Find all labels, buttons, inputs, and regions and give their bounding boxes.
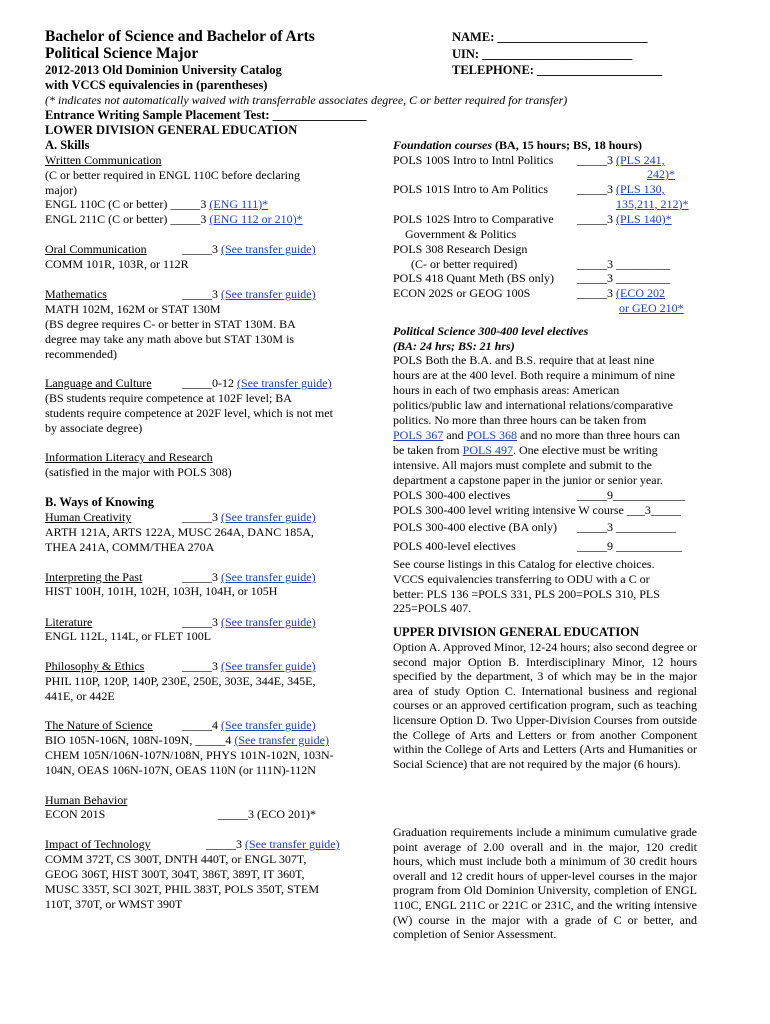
- engl110-row: [45, 197, 268, 212]
- language-blank: _____0-12: [182, 376, 237, 390]
- foundation-courses-label: Foundation courses: [393, 138, 493, 152]
- electives-note-line3: better: PLS 136 =POLS 331, PLS 200=POLS 310, PLS: [393, 587, 660, 601]
- nature-of-science-courses-line3: 104N, OEAS 106N-107N, OEAS 110N (or 111N)-112N: [45, 763, 316, 777]
- impact-of-technology-courses-line1: COMM 372T, CS 300T, DNTH 440T, or ENGL 307T,: [45, 852, 307, 866]
- engl211-text: ENGL 211C (C or better) _____3: [45, 212, 210, 226]
- impact-of-technology-courses-line2: GEOG 306T, HIST 300T, 304T, 386T, 389T, IT 360T,: [45, 867, 305, 881]
- graduation-requirements: Graduation requirements include a minimum cumulative grade point average of 2.00 overall and in the major, 120 credit hours, which must include both a minimum of 30 credit hours overall and 12 credit hours of upper-level courses in the major program from Old Dominion University, completion of ENGL 110C, ENGL 211C or 221C or 231C, and the writing intensive (W) course in the major with a grade of C or better, and completion of Senior Assessment.: [393, 825, 697, 942]
- electives-text-line2: hours are at the 400 level. Both require a minimum of nine: [393, 368, 675, 382]
- human-creativity-courses-line2: THEA 241A, COMM/THEA 270A: [45, 540, 215, 554]
- impact-of-technology-courses-line4: 110T, 370T, or WMST 390T: [45, 897, 183, 911]
- interpreting-past-transfer-guide-link[interactable]: (See transfer guide): [221, 570, 316, 584]
- electives-row1-label: POLS 300-400 electives: [393, 488, 511, 502]
- information-literacy-heading: Information Literacy and Research: [45, 450, 213, 464]
- pols101-row: [577, 182, 665, 197]
- pols308-blank: _____3 _________: [577, 257, 670, 271]
- asterisk-note: (* indicates not automatically waived with transferrable associates degree, C or better required for transfer): [45, 93, 568, 107]
- electives-row1-blank: _____9____________: [577, 488, 685, 502]
- impact-of-technology-blank: _____3: [206, 837, 245, 851]
- pols100-course: POLS 100S Intro to Intnl Politics: [393, 153, 554, 167]
- language-note-line2: students require competence at 202F level, which is not met: [45, 406, 333, 420]
- engl211-equiv-link[interactable]: (ENG 112 or 210)*: [209, 212, 303, 226]
- language-transfer-guide-link[interactable]: (See transfer guide): [237, 376, 332, 390]
- language-culture-heading: Language and Culture: [45, 376, 152, 390]
- nature-of-science-row: [182, 718, 316, 733]
- pols101-course: POLS 101S Intro to Am Politics: [393, 182, 549, 196]
- electives-text-line8: intensive. All majors must complete and submit to the: [393, 458, 652, 472]
- electives-note-line1: See course listings in this Catalog for elective choices.: [393, 557, 655, 571]
- engl110-text: ENGL 110C (C or better) _____3: [45, 197, 210, 211]
- nature-of-science-heading: The Nature of Science: [45, 718, 153, 732]
- pols497-link[interactable]: POLS 497: [462, 443, 513, 457]
- math-courses: MATH 102M, 162M or STAT 130M: [45, 302, 221, 316]
- literature-transfer-guide-link[interactable]: (See transfer guide): [221, 615, 316, 629]
- math-note-line1: (BS degree requires C- or better in STAT 130M. BA: [45, 317, 296, 331]
- engl110-equiv-link[interactable]: (ENG 111)*: [209, 197, 269, 211]
- information-literacy-note: (satisfied in the major with POLS 308): [45, 465, 232, 479]
- pols102-blank: _____3: [577, 212, 616, 226]
- literature-row: [182, 615, 316, 630]
- bio-courses-text: BIO 105N-106N, 108N-109N, _____4: [45, 733, 235, 747]
- philosophy-row: [182, 659, 316, 674]
- econ202-row: [577, 286, 665, 301]
- electives-text-line7-pre: be taken from: [393, 443, 463, 457]
- philosophy-blank: _____3: [182, 659, 221, 673]
- pols368-link[interactable]: POLS 368: [466, 428, 518, 442]
- electives-text-line6-rest: and no more than three hours can: [517, 428, 680, 442]
- name-field[interactable]: NAME: ________________________: [452, 30, 648, 44]
- human-creativity-heading: Human Creativity: [45, 510, 132, 524]
- language-note-line1: (BS students require competence at 102F level; BA: [45, 391, 292, 405]
- telephone-field[interactable]: TELEPHONE: ____________________: [452, 63, 663, 77]
- pols418-course: POLS 418 Quant Meth (BS only): [393, 271, 555, 285]
- pols102-row: [577, 212, 672, 227]
- lower-division-heading: LOWER DIVISION GENERAL EDUCATION: [45, 123, 298, 137]
- pols100-blank: _____3: [577, 153, 616, 167]
- math-blank: _____3: [182, 287, 221, 301]
- human-creativity-row: [182, 510, 316, 525]
- electives-text-line6: [393, 428, 680, 443]
- philosophy-transfer-guide-link[interactable]: (See transfer guide): [221, 659, 316, 673]
- oral-communication-heading: Oral Communication: [45, 242, 147, 256]
- math-note-line3: recommended): [45, 347, 117, 361]
- impact-of-technology-heading: Impact of Technology: [45, 837, 151, 851]
- electives-heading-line2: (BA: 24 hrs; BS: 21 hrs): [393, 339, 515, 353]
- philosophy-courses-line2: 441E, or 442E: [45, 689, 115, 703]
- math-note-line2: degree may take any math above but STAT 130M is: [45, 332, 295, 346]
- impact-of-technology-courses-line3: MUSC 335T, SCI 302T, PHIL 383T, POLS 350T, STEM: [45, 882, 320, 896]
- written-note-line2: major): [45, 183, 77, 197]
- electives-text-line9: department a capstone paper in the junior or senior year.: [393, 473, 663, 487]
- impact-of-technology-transfer-guide-link[interactable]: (See transfer guide): [245, 837, 340, 851]
- written-note-line1: (C or better required in ENGL 110C before declaring: [45, 168, 301, 182]
- literature-courses: ENGL 112L, 114L, or FLET 100L: [45, 629, 212, 643]
- pols100-equiv-link-cont[interactable]: 242)*: [647, 167, 675, 181]
- interpreting-past-blank: _____3: [182, 570, 221, 584]
- upper-division-options: Option A. Approved Minor, 12-24 hours; also second degree or second major Option B. Interdisciplinary Minor, 12 hours specified by the department, 3 of which may be in the major area of study Option C. International business and regional courses or an approved certification program, such as teaching licensure Option D. Two Upper-Division Courses from outside the College of Arts and Letters or from another Component within the College of Arts and Letters (Arts and Humanities or Social Science) that are not required by the major (6 hours).: [393, 640, 697, 771]
- ways-of-knowing-heading: B. Ways of Knowing: [45, 495, 154, 509]
- vccs-note: with VCCS equivalencies in (parentheses): [45, 78, 268, 92]
- econ202-equiv-link-cont[interactable]: or GEO 210*: [619, 301, 684, 315]
- electives-row3-blank: _____3 __________: [577, 520, 676, 534]
- pols102-course-line2: Government & Politics: [405, 227, 517, 241]
- electives-text-line4: politics/public law and international relations/comparative: [393, 398, 673, 412]
- skills-heading: A. Skills: [45, 138, 90, 152]
- pols418-blank: _____3 _________: [577, 271, 670, 285]
- electives-row4-blank: _____9 ___________: [577, 539, 682, 553]
- oral-blank: _____3: [182, 242, 221, 256]
- electives-note-line2: VCCS equivalencies transferring to ODU with a C or: [393, 572, 650, 586]
- mathematics-heading: Mathematics: [45, 287, 107, 301]
- nature-of-science-courses-line1: [45, 733, 329, 748]
- human-creativity-courses-line1: ARTH 121A, ARTS 122A, MUSC 264A, DANC 185A,: [45, 525, 314, 539]
- language-note-line3: by associate degree): [45, 421, 143, 435]
- pols102-course-line1: POLS 102S Intro to Comparative: [393, 212, 554, 226]
- pols308-course-line2: (C- or better required): [411, 257, 518, 271]
- engl211-row: [45, 212, 303, 227]
- human-behavior-course: ECON 201S: [45, 807, 106, 821]
- electives-note-line4: 225=POLS 407.: [393, 601, 472, 615]
- interpreting-past-courses: HIST 100H, 101H, 102H, 103H, 104H, or 105H: [45, 584, 278, 598]
- oral-courses: COMM 101R, 103R, or 112R: [45, 257, 189, 271]
- philosophy-ethics-heading: Philosophy & Ethics: [45, 659, 145, 673]
- nature-of-science-blank: _____4: [182, 718, 221, 732]
- foundation-courses-heading: [393, 138, 642, 153]
- pols102-equiv-link[interactable]: (PLS 140)*: [616, 212, 672, 226]
- electives-row3-label: POLS 300-400 elective (BA only): [393, 520, 557, 534]
- electives-text-line7: [393, 443, 658, 458]
- oral-transfer-guide-link[interactable]: (See transfer guide): [221, 242, 316, 256]
- econ202-equiv-link[interactable]: (ECO 202: [616, 286, 665, 300]
- electives-text-line3: hours in each of two emphasis areas: American: [393, 383, 620, 397]
- written-communication-heading: Written Communication: [45, 153, 162, 167]
- human-behavior-blank: _____3 (ECO 201)*: [218, 807, 316, 821]
- pols101-equiv-link-cont[interactable]: 135,211, 212)*: [616, 197, 689, 211]
- bio-transfer-guide-link[interactable]: (See transfer guide): [234, 733, 329, 747]
- pols100-row: [577, 153, 665, 168]
- electives-row2: POLS 300-400 level writing intensive W course ___3_____: [393, 503, 681, 517]
- pols101-equiv-link[interactable]: (PLS 130,: [616, 182, 665, 196]
- oral-row: [182, 242, 316, 257]
- interpreting-past-heading: Interpreting the Past: [45, 570, 143, 584]
- human-creativity-blank: _____3: [182, 510, 221, 524]
- electives-row4-label: POLS 400-level electives: [393, 539, 516, 553]
- electives-text-line7-rest: . One elective must be writing: [512, 443, 658, 457]
- page-title-line2: Political Science Major: [45, 45, 199, 62]
- math-row: [182, 287, 316, 302]
- page-title-line1: Bachelor of Science and Bachelor of Arts: [45, 28, 315, 45]
- language-row: [182, 376, 332, 391]
- nature-of-science-transfer-guide-link[interactable]: (See transfer guide): [221, 718, 316, 732]
- interpreting-past-row: [182, 570, 316, 585]
- impact-of-technology-row: [206, 837, 340, 852]
- electives-heading-line1: Political Science 300-400 level electives: [393, 324, 589, 338]
- electives-text-line5: politics. No more than three hours can be taken from: [393, 413, 647, 427]
- pols101-blank: _____3: [577, 182, 616, 196]
- upper-division-heading: UPPER DIVISION GENERAL EDUCATION: [393, 625, 639, 639]
- pols100-equiv-link[interactable]: (PLS 241,: [616, 153, 665, 167]
- pols308-course-line1: POLS 308 Research Design: [393, 242, 528, 256]
- nature-of-science-courses-line2: CHEM 105N/106N-107N/108N, PHYS 101N-102N, 103N-: [45, 748, 334, 762]
- electives-text-line1: POLS Both the B.A. and B.S. require that at least nine: [393, 353, 655, 367]
- literature-blank: _____3: [182, 615, 221, 629]
- pols367-link[interactable]: POLS 367: [393, 428, 444, 442]
- human-behavior-heading: Human Behavior: [45, 793, 128, 807]
- entrance-test-field[interactable]: Entrance Writing Sample Placement Test: _______________: [45, 108, 367, 122]
- math-transfer-guide-link[interactable]: (See transfer guide): [221, 287, 316, 301]
- econ202-blank: _____3: [577, 286, 616, 300]
- electives-and-text: and: [443, 428, 467, 442]
- literature-heading: Literature: [45, 615, 93, 629]
- catalog-year: 2012-2013 Old Dominion University Catalog: [45, 63, 282, 77]
- econ202-course: ECON 202S or GEOG 100S: [393, 286, 531, 300]
- foundation-courses-hours: (BA, 15 hours; BS, 18 hours): [492, 138, 643, 152]
- philosophy-courses-line1: PHIL 110P, 120P, 140P, 230E, 250E, 303E, 344E, 345E,: [45, 674, 316, 688]
- uin-field[interactable]: UIN: ________________________: [452, 47, 633, 61]
- human-creativity-transfer-guide-link[interactable]: (See transfer guide): [221, 510, 316, 524]
